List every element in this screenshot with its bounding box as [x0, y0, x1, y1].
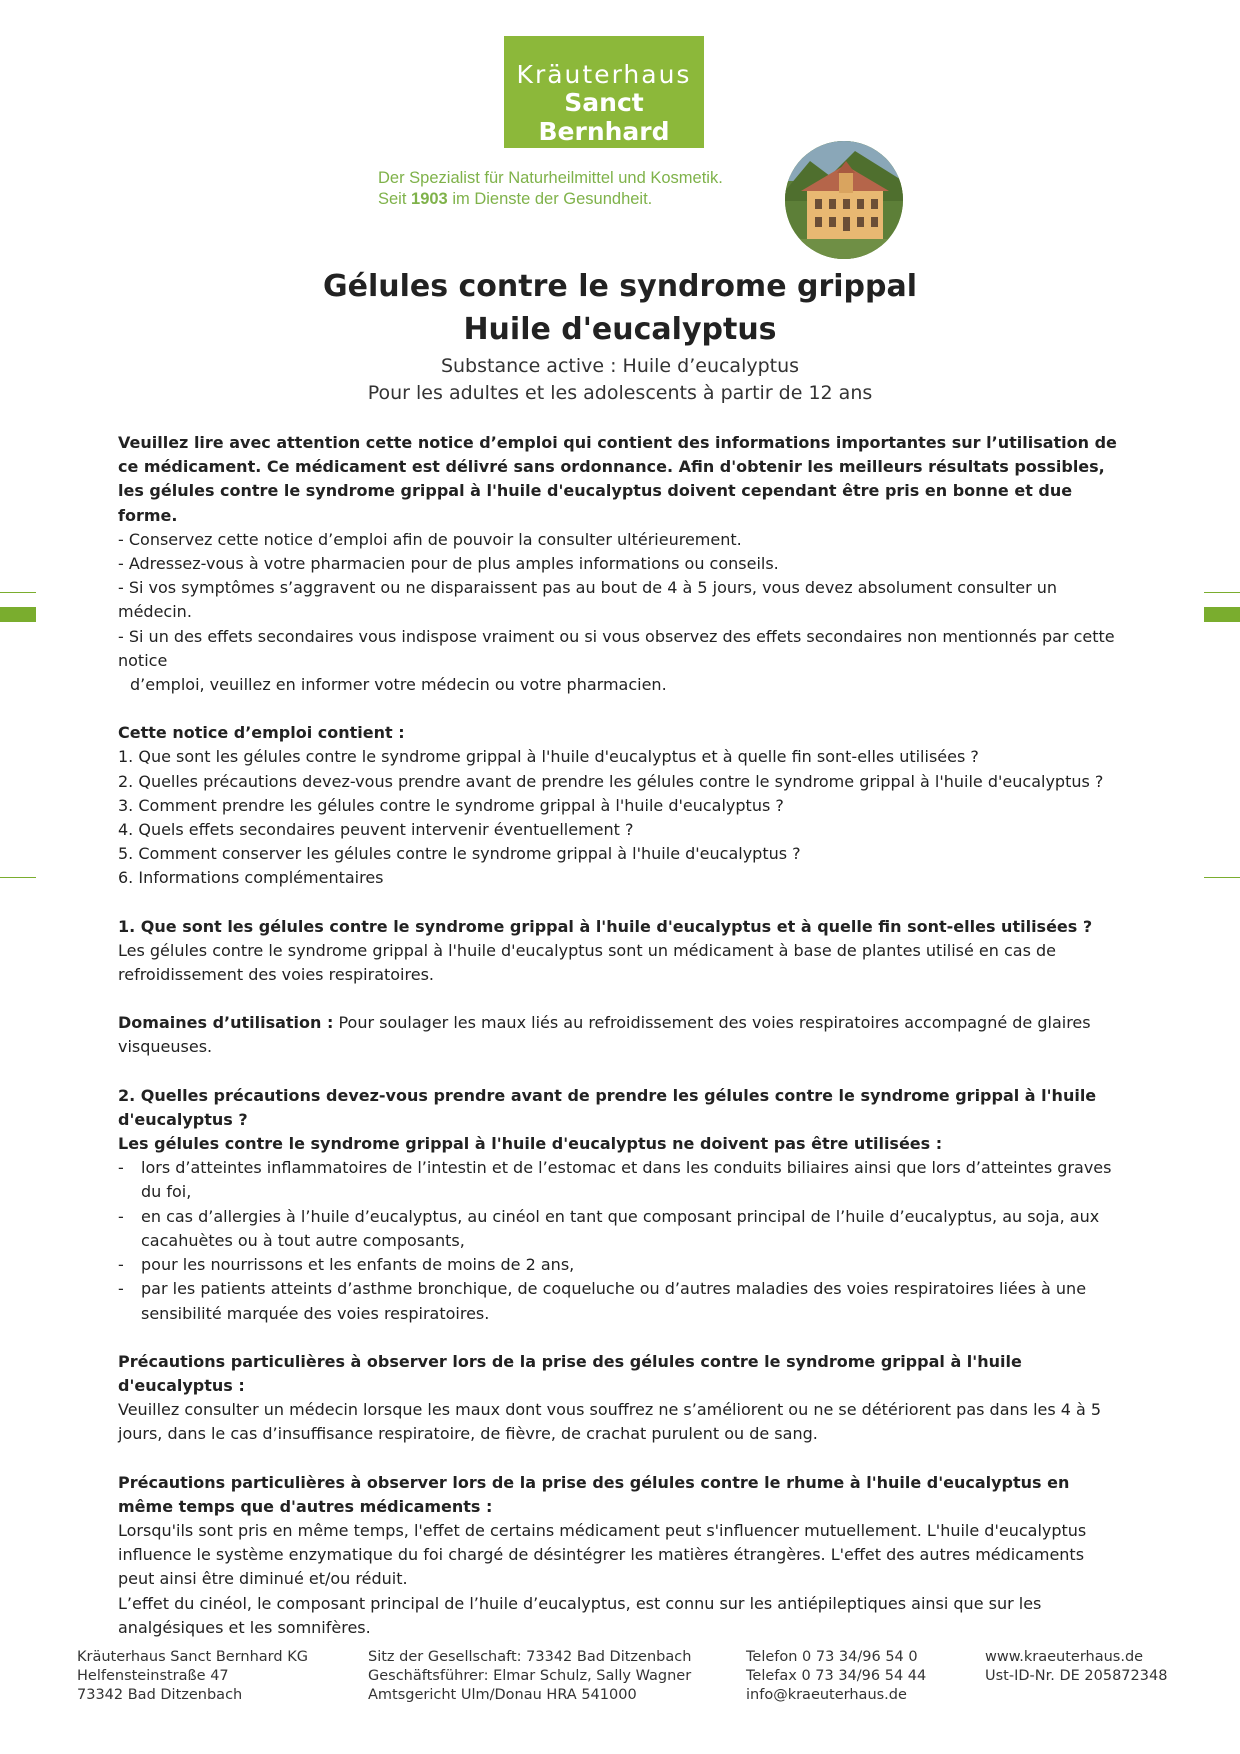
footer-phone: Telefon 0 73 34/96 54 0	[746, 1649, 918, 1665]
interactions-heading: Précautions particulières à observer lors de la prise des gélules contre le rhume à l'huile d'eucalyptus en même temps que d'autres médicaments :	[118, 1472, 1070, 1516]
intro-item-continuation: d’emploi, veuillez en informer votre médecin ou votre pharmacien.	[130, 675, 667, 695]
toc-item: 3. Comment prendre les gélules contre le syndrome grippal à l'huile d'eucalyptus ?	[118, 795, 784, 815]
fold-mark-left-bottom	[0, 877, 36, 878]
footer-legal	[368, 1648, 691, 1705]
contraindication-item: - lors d’atteintes inflammatoires de l’intestin et de l’estomac et dans les conduits biliaires ainsi que lors d’atteintes graves du foi,	[118, 1158, 1112, 1202]
section1-text: Les gélules contre le syndrome grippal à l'huile d'eucalyptus sont un médicament à base de plantes utilisé en cas de refroidissement des voies respiratoires.	[118, 940, 1057, 985]
contraindications-heading: Les gélules contre le syndrome grippal à l'huile d'eucalyptus ne doivent pas être utilisées :	[118, 1134, 943, 1154]
footer-fax: Telefax 0 73 34/96 54 44	[746, 1668, 927, 1684]
product-subtitle-title: Huile d'eucalyptus	[463, 312, 777, 347]
brand-tagline	[378, 168, 723, 210]
footer-contact	[746, 1648, 926, 1705]
usage-domains-text: Pour soulager les maux liés au refroidissement des voies respiratoires accompagné de glaires visqueuses.	[118, 1013, 1091, 1057]
footer-email[interactable]: info@kraeuterhaus.de	[746, 1687, 907, 1703]
usage-domains	[118, 1011, 1118, 1059]
brand-logo	[504, 36, 704, 148]
title-block	[0, 265, 1240, 407]
contraindication-item: - par les patients atteints d’asthme bronchique, de coqueluche ou d’autres maladies des voies respiratoires liées à une sensibilité marquée des voies respiratoires.	[118, 1279, 1087, 1323]
tagline-year: 1903	[411, 190, 448, 208]
target-audience: Pour les adultes et les adolescents à partir de 12 ans	[367, 382, 873, 404]
contraindication-item: - en cas d’allergies à l’huile d’eucalyptus, au cinéol en tant que composant principal de l’huile d’eucalyptus, au soja, aux cacahuètes ou à tout autre composants,	[118, 1206, 1100, 1250]
toc-heading: Cette notice d’emploi contient :	[118, 723, 405, 743]
footer-website[interactable]: www.kraeuterhaus.de	[985, 1649, 1144, 1665]
intro-item: - Conservez cette notice d’emploi afin de pouvoir la consulter ultérieurement.	[118, 529, 742, 549]
tagline-line1: Der Spezialist für Naturheilmittel und Kosmetik.	[378, 169, 723, 187]
toc-item: 6. Informations complémentaires	[118, 868, 384, 888]
product-title: Gélules contre le syndrome grippal	[322, 269, 918, 304]
fold-mark-right-top	[1204, 592, 1240, 593]
footer-company-name: Kräuterhaus Sanct Bernhard KG	[77, 1649, 308, 1665]
toc-item: 2. Quelles précautions devez-vous prendre avant de prendre les gélules contre le syndrome grippal à l'huile d'eucalyptus ?	[118, 771, 1104, 791]
interactions-text: Lorsqu'ils sont pris en même temps, l'effet de certains médicament peut s'influencer mutuellement. L'huile d'eucalyptus influence le système enzymatique du foi chargé de désintégrer les matières étrangères. L'effet des autres médicaments peut ainsi être diminué et/ou réduit.	[118, 1520, 1087, 1589]
section1-heading: 1. Que sont les gélules contre le syndrome grippal à l'huile d'eucalyptus et à quelle fin sont-elles utilisées ?	[118, 916, 1093, 936]
intro-item: - Adressez-vous à votre pharmacien pour de plus amples informations ou conseils.	[118, 554, 779, 574]
footer-city: 73342 Bad Ditzenbach	[77, 1687, 243, 1703]
intro-item: - Si vos symptômes s’aggravent ou ne disparaissent pas au bout de 4 à 5 jours, vous devez absolument consulter un médecin.	[118, 578, 1058, 622]
intro-item: - Si un des effets secondaires vous indispose vraiment ou si vous observez des effets secondaires non mentionnés par cette notice	[118, 626, 1115, 670]
contraindication-item: - pour les nourrissons et les enfants de moins de 2 ans,	[118, 1255, 575, 1275]
precautions-text: Veuillez consulter un médecin lorsque les maux dont vous souffrez ne s’améliorent ou ne se détériorent pas dans les 4 à 5 jours, dans le cas d’insuffisance respiratoire, de fièvre, de crachat purulent ou de sang.	[118, 1400, 1102, 1444]
intro-notice: Veuillez lire avec attention cette notice d’emploi qui contient des informations importantes sur l’utilisation de ce médicament. Ce médicament est délivré sans ordonnance. Afin d'obtenir les meilleurs résultats possibles, les gélules contre le syndrome grippal à l'huile d'eucalyptus doivent cependant être pris en bonne et due forme.	[118, 433, 1117, 525]
building-photo	[785, 141, 903, 259]
fold-mark-left	[0, 607, 36, 622]
usage-domains-label: Domaines d’utilisation :	[118, 1013, 334, 1033]
footer-vat-id: Ust-ID-Nr. DE 205872348	[985, 1668, 1168, 1684]
interactions-text: L’effet du cinéol, le composant principal de l’huile d’eucalyptus, est connu sur les antiépileptiques ainsi que sur les analgésiques et les somnifères.	[118, 1593, 1042, 1637]
toc-item: 5. Comment conserver les gélules contre le syndrome grippal à l'huile d'eucalyptus ?	[118, 844, 801, 864]
building-illustration	[785, 141, 903, 259]
active-substance: Substance active : Huile d’eucalyptus	[440, 355, 800, 377]
brand-name-line2: Sanct Bernhard	[538, 88, 670, 146]
fold-mark-right	[1204, 607, 1240, 622]
footer-company	[77, 1648, 308, 1705]
leaflet-content	[118, 431, 1118, 1640]
precautions-heading: Précautions particulières à observer lors de la prise des gélules contre le syndrome grippal à l'huile d'eucalyptus :	[118, 1351, 1022, 1395]
footer-street: Helfensteinstraße 47	[77, 1668, 229, 1684]
toc-item: 1. Que sont les gélules contre le syndrome grippal à l'huile d'eucalyptus et à quelle fin sont-elles utilisées ?	[118, 747, 979, 767]
footer-managers: Geschäftsführer: Elmar Schulz, Sally Wagner	[368, 1668, 692, 1684]
tagline-line2: Seit 1903 im Dienste der Gesundheit.	[378, 190, 653, 208]
fold-mark-left-top	[0, 592, 36, 593]
toc-item: 4. Quels effets secondaires peuvent intervenir éventuellement ?	[118, 820, 634, 840]
footer-web	[985, 1648, 1167, 1686]
fold-mark-right-bottom	[1204, 877, 1240, 878]
footer-seat: Sitz der Gesellschaft: 73342 Bad Ditzenbach	[368, 1649, 692, 1665]
footer-register: Amtsgericht Ulm/Donau HRA 541000	[368, 1687, 637, 1703]
section2-heading: 2. Quelles précautions devez-vous prendre avant de prendre les gélules contre le syndrome grippal à l'huile d'eucalyptus ?	[118, 1085, 1097, 1129]
brand-name-line1: Kräuterhaus	[516, 60, 692, 89]
